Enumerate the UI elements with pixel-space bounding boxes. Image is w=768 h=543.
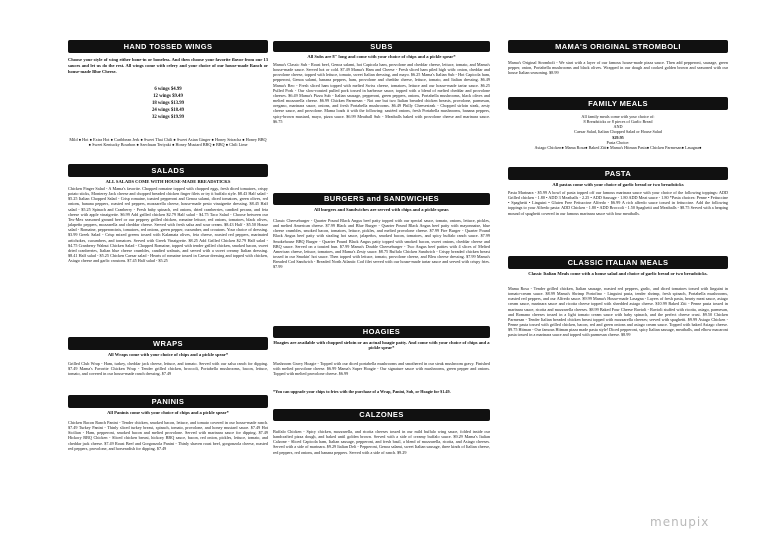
paninis-body: Chicken Bacon Ranch Panini - Tender chicken, smoked bacon, lettuce, and tomato covered in our house-made ranch. $7.49 Turkey Panini - Thinly sliced turkey breast, spinach, tomato, provolone, and honey mustard sauce. $7.49 Hot Sicilian - Ham, pepperoni, smoked bacon and melted provolone. Served with marinara sauce for dipping. $7.49 Hickory BBQ Chicken - Sliced chicken breast, hickory BBQ sauce, bacon, red onion, pickles, lettuce, tomato, and cheddar jack cheese. $7.49 Roast Beef and Gorgonzola Panini - Thinly shaven roast beef, gorgonzola cheese, roasted red peppers, provolone, and horseradish for dipping. $7.49 xyxy=(68,420,268,451)
wings-price-32: 32 wings $19.99 xyxy=(151,115,185,120)
family-line-1: All family meals come with your choice of: xyxy=(581,114,655,119)
salads-body: Chicken Finger Salad - A Mama's favorite. Chopped romaine topped with chopped eggs, fresh diced tomatoes, crispy potato sticks, Monterey Jack cheese and chopped breaded chicken finger filets or try it buffalo style. $8.43 Half salad - $5.25 Italian Chopped Salad - Crisp romaine, toasted pepperoni and Genoa salami, diced tomatoes, green olives, red onions, banana peppers, roasted red peppers, mozzarella cheese, house-made pesto vinaigrette dressing. $8.45 Half salad - $5.25 Spinach and Cranberry - Fresh baby spinach, red onions, dried cranberries, candied pecans, and feta cheese with apple vinaigrette. $6.99 Add grilled chicken $2.79 Half salad - $4.75 Taco Salad - Choose between our Tex-Mex seasoned ground beef or our peppery grilled chicken, romaine lettuce, red onions, tomatoes, black olives, jalapeño peppers, mozzarella and cheddar cheese. Served with fresh salsa and sour cream. $8.43 Half - $5.50 House salad - Romaine, pepperoncinis, tomatoes, red onions, green pepper, cucumber, and croutons. Your choice of dressing. $3.99 Greek Salad - Crisp mixed greens tossed with Kalamata olives, feta cheese, roasted red peppers, marinated artichokes, cucumbers, and tomatoes. Served with Greek Vinaigrette. $8.25 Add Grilled Chicken $2.79 Half salad - $4.75 Cranberry Walnut Chicken Salad - Chopped Romaine, topped with tender grilled chicken, smoked bacon, sweet dried cranberries, Italian blue cheese crumbles, candied walnuts, and served with a sweet creamy Italian dressing. $8.41 Half salad - $5.25 Chicken Caesar salad - Hearts of romaine tossed in Caesar dressing and topped with chicken, Asiago cheese and garlic croutons. $7.45 Half salad - $5.25 xyxy=(68,186,268,264)
pasta-body: Pasta Marinara - $5.99 A bowl of pasta topped off our famous marinara sauce with your choice of the following toppings: ADD Grilled chicken - 1.80 • ADD 3 Meatballs - 2.25 • ADD Sausage - 1.80 ADD Meat sauce - 1.80 *Pasta choices: Penne • Fettuccine • Spaghetti • Linguini • Gluten Free Fettuccine Alfredo - $6.99 A rich alfredo sauce tossed in fettuccine. Add the following toppings to your Alfredo pasta: ADD Chicken - 1.80 • ADD Broccoli - 1.50 Spaghetti and Meatballs - $8.75 Served with a heaping mound of spaghetti covered in our famous marinara sauce with four meatballs. xyxy=(508,190,728,216)
burgers-subtitle: All burgers and Sandwiches are served with chips and a pickle spear. xyxy=(313,207,450,212)
paninis-header: PANINIS xyxy=(68,395,268,408)
watermark-logo: menupix xyxy=(650,515,710,529)
pasta-header: PASTA xyxy=(508,167,728,180)
hoagies-header: HOAGIES xyxy=(273,326,490,338)
family-line-5: Pasta Choice: xyxy=(606,139,630,145)
subs-subtitle: All Subs are 8" long and come with your choice of chips and a pickle spear* xyxy=(307,54,456,59)
wings-price-12: 12 wings $9.49 xyxy=(153,94,183,99)
classic-header: CLASSIC ITALIAN MEALS xyxy=(508,256,728,269)
family-line-4: Caesar Salad, Italian Chopped Salad or House Salad xyxy=(574,129,662,135)
classic-body: Mama Rosa - Tender grilled chicken, Italian sausage, roasted red peppers, garlic, and diced tomatoes tossed with linguini in tomato-cream sauce. $8.99 Mama's Shrimp Portofino - Linguini pasta, tender shrimp, fresh spinach, Portabella mushrooms, roasted red peppers, and our Alfredo sauce. $9.99 Mama's House-made Lasagna - Layers of fresh pasta, hearty meat sauce, asiago cream sauce, marinara sauce and ricotta cheese topped with shredded asiago cheese. $10.99 Baked Ziti - Penne pasta tossed in marinara sauce, ricotta and mozzarella cheeses. $8.99 Baked Four Cheese Ravioli - Ravioli stuffed with ricotta, asiago, parmesan, and Romano cheeses tossed in a light tomato cream sauce with baby spinach, and the perfect cheese crust. $9.50 Chicken Parmesan - Tender Italian breaded chicken breast topped with mozzarella cheeses; served with spaghetti. $9.99 Asiago Chicken - Penne pasta tossed with grilled chicken, bacon, red and green onions and asiago cream sauce. Topped with baked Asiago cheese. $9.75 Hitman - Our famous Hitman pizza made pasta style! Diced pepperoni, spicy Italian sausage, meatballs, and elbow macaroni pasta tossed in a marinara sauce and topped with parmesan cheese. $8.99 xyxy=(508,286,728,338)
classic-subtitle: Classic Italian Meals come with a house salad and choice of garlic bread or two breadsticks. xyxy=(528,271,708,276)
family-price: $29.95 xyxy=(612,134,624,140)
wings-price-18: 18 wings $13.99 xyxy=(151,101,185,106)
wings-flavors: Mild ● Hot ● Extra Hot ● Caribbean Jerk ● Sweet Thai Chili ● Sweet Asian Ginger ● Honey Sriracha ● Honey BBQ ● Sweet Kentucky Bourbon ● Szechuan Teriyaki ● Honey Mustard BBQ ● BBQ ● Chili Lime xyxy=(69,137,267,148)
burgers-body: Classic Cheeseburger - Quarter Pound Black Angus beef patty topped with our special sauce, tomato, onions, lettuce, pickles, and melted American cheese. $7.99 Black and Blue Burger - Quarter Pound Black Angus beef patty with mayonnaise, blue cheese crumbles, smoked bacon, tomatoes, lettuce, pickles, and melted provolone cheese. $7.99 Fire Burger - Quarter Pound Black Angus beef patty with sizzling hot sauce, jalapeños, smoked bacon, tomatoes, and spicy buffalo ranch sauce. $7.99 Smokehouse BBQ Burger - Quarter Pound Black Angus patty topped with smoked bacon, sweet onions, cheddar cheese and BBQ sauce. Served on a toasted bun. $7.99 Mama's Double Cheeseburger - Two Angus beef patties with 4 slices of Melted American cheese, lettuce, tomatoes, and Mama's Zesty sauce. $8.75 Buffalo Chicken Sandwich - Crispy breaded chicken breast tossed in our Smokin' hot sauce. Then topped with lettuce, tomato, provolone cheese, and Bleu cheese dressing. $7.99 Mama's Breaded Cod Sandwich - Breaded North Atlantic Cod filet served with our house-made tartar sauce and served with crispy fries. $7.99 xyxy=(273,218,490,270)
wraps-body: Grilled Club Wrap - Ham, turkey, cheddar jack cheese, lettuce, and tomato. Served with our salsa ranch for dipping. $7.49 Mama's Favorite Chicken Wrap - Tender grilled chicken, broccoli, Portabella mushrooms, bacon, lettuce, tomato, and covered in our house-made ranch dressing. $7.49 xyxy=(68,361,268,377)
paninis-subtitle: All Paninis come with your choice of chips and a pickle spear* xyxy=(107,410,229,415)
burgers-header: BURGERS and SANDWICHES xyxy=(273,193,490,205)
wings-price-24: 24 wings $18.49 xyxy=(151,108,185,113)
family-pasta-choices: Asiago Chicken● Mama Rosa● Baked Ziti● Mama's Hitman Pasta● Chicken Parmesan● Lasagna● xyxy=(534,144,702,150)
calzones-body: Buffalo Chicken - Spicy chicken, mozzarella, and ricotta cheeses tossed in our mild buffalo wing sauce, folded inside our handcrafted pizza dough, and baked until golden brown. Served with a side of creamy buffalo sauce. $9.29 Mama's Italian Calzone - Sliced Capicola ham, Italian sausage, pepperoni, and fresh basil, a blend of mozzarella, ricotta, and Asiago cheeses. Served with a side of marinara. $9.29 Italian Deli - Pepperoni, Genoa salami, sweet Italian sausage, three kinds of Italian cheese, red peppers, red onions, and banana peppers. Served with a side of ranch. $9.29 xyxy=(273,429,490,455)
wings-header: HAND TOSSED WINGS xyxy=(68,40,268,53)
hoagies-body: Mushroom Gravy Hoagie - Topped with our diced portabella mushrooms and smothered in our steak mushroom gravy. Finished with melted provolone cheese. $6.99 Mama's Super Hoagie - Our signature sauce with mushrooms, green pepper and onions. Topped with melted provolone cheese. $6.99 xyxy=(273,361,490,377)
wraps-subtitle: All Wraps come with your choice of chips and a pickle spear* xyxy=(107,352,229,357)
subs-body: Mama's Classic Sub - Roast beef, Genoa salami, hot Capicola ham, provolone and cheddar cheese, lettuce, tomato, and Mama's house-made sauce. Served hot or cold. $7.49 Mama's Ham and Cheese - Fresh sliced ham piled high with: onion, cheddar and provolone cheese, topped with lettuce, tomato, sweet Italian dressing, and mayo. $6.25 Mama's Italian Sub - Hot Capicola ham, pepperoni, Genoa salami, banana peppers, ham, provolone and cheddar cheese, lettuce, tomato, and Italian dressing. $6.49 Mama's Reo - Fresh sliced ham topped with melted Swiss cheese, tomatoes, lettuce and our house-made tartar sauce. $6.25 Pulled Pork - Our slow-roasted pulled pork tossed in barbecue sauce, topped with a blend of melted cheddar and provolone cheeses. $6.49 Mama's Pizza Sub - Italian sausage, pepperoni, green peppers, onions, Portabella mushrooms, black olives and melted mozzarella cheese. $6.99 Chicken Parmesan - Not one but two Italian breaded chicken breasts, provolone, parmesan, oregano, marinara sauce, onions, and fresh Portabella mushrooms. $6.49 Philly Cheesesteak - Chopped sirloin steak, zesty cheese sauce, and provolone. Mama loads it with the following: sautéed onions, fresh Portabella mushrooms, banana peppers, spicy-brown mustard, mayo, pizza sauce. $6.99 Meatball Sub - Meatballs baked with provolone cheese and marinara sauce. $6.75 xyxy=(273,62,490,124)
wings-price-list xyxy=(68,86,268,121)
family-line-3: AND xyxy=(613,124,623,130)
family-header: FAMILY MEALS xyxy=(508,97,728,110)
wraps-header: WRAPS xyxy=(68,337,268,350)
family-details xyxy=(508,114,728,150)
calzones-header: CALZONES xyxy=(273,409,490,421)
subs-header: SUBS xyxy=(273,41,490,52)
salads-subtitle: ALL SALADS COME WITH HOUSE-MADE BREADSTICKS xyxy=(105,179,231,184)
stromboli-header: MAMA'S ORIGINAL STROMBOLI xyxy=(508,40,728,53)
hoagies-note: *You can upgrade your chips to fries with the purchase of a Wrap, Panini, Sub, or Hoagie for $1.49. xyxy=(273,389,451,394)
salads-header: SALADS xyxy=(68,164,268,177)
hoagies-subtitle: Hoagies are available with chopped sirloin or an actual hoagie patty. And come with your choice of chips and a pickle spear* xyxy=(273,340,490,351)
wings-price-6: 6 wings $4.99 xyxy=(154,87,182,92)
stromboli-body: Mama's Original Stromboli - We start with a layer of our famous house-made pizza sauce. Then add pepperoni, sausage, green pepper, onion, Portabella mushrooms and black olives. Wrapped in our dough and cooked golden brown and seasoned with our house Italian seasoning. $8.99 xyxy=(508,60,728,76)
wings-intro: Choose your style of wing either bone-in or boneless. And then choose your favorite flavor from our 13 sauces and let us do the rest. All wings come with celery and your choice of our house-made Ranch or house-made Blue Cheese. xyxy=(68,57,268,74)
pasta-subtitle: All pastas come with your choice of garlic bread or two breadsticks xyxy=(552,182,684,187)
family-line-2: 8 Breadsticks or 8 pieces of Garlic Bread xyxy=(583,119,653,125)
